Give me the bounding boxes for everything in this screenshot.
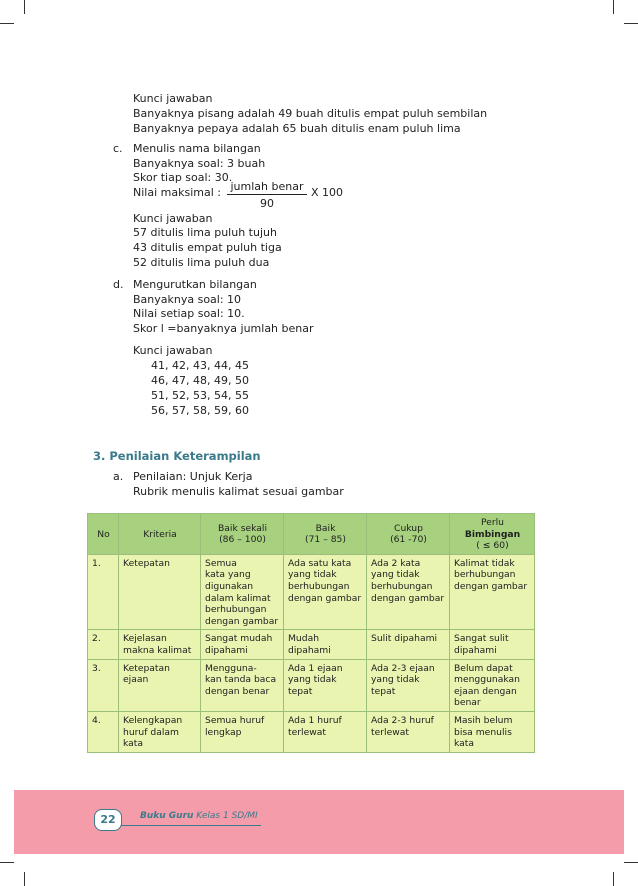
- answer-line: 43 ditulis empat puluh tiga: [133, 241, 282, 254]
- table-cell: [367, 711, 450, 752]
- table-header-cell: [88, 514, 119, 555]
- cell-line: ejaan: [123, 674, 149, 686]
- cell-line: Ketepatan: [123, 557, 170, 569]
- table-cell: [119, 659, 201, 711]
- table-row: [88, 554, 535, 630]
- cell-line: (61 -70): [390, 534, 427, 546]
- cell-line: kata: [454, 738, 475, 750]
- cell-line: Sulit dipahami: [371, 633, 438, 645]
- crop-mark: [613, 872, 614, 886]
- page-number: 22: [94, 809, 122, 831]
- cell-line: dengan gambar: [288, 592, 362, 604]
- cell-line: Perlu: [480, 517, 505, 528]
- table-cell: [88, 711, 119, 752]
- cell-line: ejaan dengan: [454, 685, 517, 697]
- table-cell: [367, 659, 450, 711]
- cell-line: bisa menulis: [454, 726, 512, 738]
- answer-line: 41, 42, 43, 44, 45: [151, 359, 249, 372]
- table-cell: [284, 659, 367, 711]
- cell-line: No: [97, 528, 110, 540]
- section-c-marker: c.: [113, 142, 123, 155]
- table-cell: [119, 554, 201, 630]
- table-cell: [88, 659, 119, 711]
- section-d-title: Mengurutkan bilangan: [133, 278, 257, 291]
- cell-line: dalam kalimat: [205, 592, 271, 604]
- book-title-rest: Kelas 1 SD/MI: [193, 811, 258, 821]
- crop-mark: [0, 862, 14, 863]
- cell-line: berhubungan: [288, 580, 350, 592]
- answer-line: 57 ditulis lima puluh tujuh: [133, 226, 277, 239]
- section-heading: 3. Penilaian Keterampilan: [93, 449, 261, 463]
- table-row: [88, 659, 535, 711]
- table-cell: [450, 659, 535, 711]
- cell-line: Sangat mudah: [205, 633, 273, 645]
- crop-mark: [624, 862, 638, 863]
- cell-line: yang tidak: [371, 674, 420, 686]
- cell-line: tepat: [288, 685, 313, 697]
- cell-line: Mengguna-: [205, 662, 257, 674]
- crop-mark: [613, 0, 614, 14]
- cell-line: Ada 2-3 huruf: [371, 714, 434, 726]
- cell-line: Kriteria: [143, 528, 177, 540]
- table-row: [88, 630, 535, 659]
- table-cell: [284, 711, 367, 752]
- cell-line: lengkap: [205, 726, 242, 738]
- table-cell: [201, 554, 284, 630]
- table-cell: [201, 711, 284, 752]
- section-d-marker: d.: [113, 278, 124, 291]
- cell-line: Semua: [205, 557, 237, 569]
- cell-line: Baik: [315, 522, 336, 534]
- table-cell: [284, 630, 367, 659]
- cell-line: yang tidak: [288, 569, 337, 581]
- cell-line: dengan gambar: [454, 580, 528, 592]
- section-c-soal: Banyaknya soal: 3 buah: [133, 157, 266, 170]
- table-header-cell: [367, 514, 450, 555]
- cell-line: Ada satu kata: [288, 557, 352, 569]
- book-title: [140, 811, 258, 821]
- table-cell: [284, 554, 367, 630]
- cell-line: Baik sekali: [217, 522, 268, 534]
- cell-line: Ada 1 ejaan: [288, 662, 343, 674]
- cell-line: yang tidak: [371, 569, 420, 581]
- crop-mark: [0, 23, 14, 24]
- table-cell: [450, 711, 535, 752]
- section-c-title: Menulis nama bilangan: [133, 142, 261, 155]
- answer-line: 51, 52, 53, 54, 55: [151, 389, 249, 402]
- cell-line: Bimbingan: [464, 528, 521, 540]
- answer-line: 52 ditulis lima puluh dua: [133, 256, 270, 269]
- cell-line: Semua huruf: [205, 714, 265, 726]
- cell-line: Belum dapat: [454, 662, 513, 674]
- cell-line: 3.: [92, 662, 101, 674]
- table-body: [88, 554, 535, 752]
- table-cell: [450, 554, 535, 630]
- cell-line: kata: [123, 738, 144, 750]
- cell-line: dengan gambar: [205, 615, 279, 627]
- cell-line: makna kalimat: [123, 644, 192, 656]
- crop-mark: [624, 23, 638, 24]
- table-cell: [119, 711, 201, 752]
- cell-line: 1.: [92, 557, 101, 569]
- cell-line: menggunakan: [454, 674, 520, 686]
- cell-line: (86 – 100): [219, 534, 266, 546]
- answer-line: Banyaknya pepaya adalah 65 buah ditulis enam puluh lima: [133, 122, 461, 135]
- crop-mark: [24, 0, 25, 14]
- footer-rule: [121, 825, 261, 826]
- cell-line: Sangat sulit: [454, 633, 509, 645]
- section-d-skor: Skor l =banyaknya jumlah benar: [133, 322, 314, 335]
- cell-line: ( ≤ 60): [476, 540, 509, 552]
- table-cell: [367, 554, 450, 630]
- table-cell: [88, 630, 119, 659]
- section-d-soal: Banyaknya soal: 10: [133, 293, 242, 306]
- table-cell: [119, 630, 201, 659]
- table-header-cell: [450, 514, 535, 555]
- table-row: [88, 711, 535, 752]
- fraction-denominator: 90: [260, 197, 274, 210]
- rubric-table: [87, 513, 535, 753]
- cell-line: Kalimat tidak: [454, 557, 515, 569]
- answer-key-label: Kunci jawaban: [133, 92, 213, 105]
- cell-line: Mudah: [288, 633, 320, 645]
- cell-line: terlewat: [288, 726, 326, 738]
- cell-line: Ada 2-3 ejaan: [371, 662, 435, 674]
- cell-line: Cukup: [394, 522, 423, 534]
- cell-line: terlewat: [371, 726, 409, 738]
- table-header-row: [88, 514, 535, 555]
- fraction-bar: [227, 194, 307, 195]
- cell-line: 4.: [92, 714, 101, 726]
- cell-line: kata yang: [205, 569, 251, 581]
- cell-line: Kelengkapan: [123, 714, 183, 726]
- cell-line: dipahami: [454, 644, 497, 656]
- answer-key-label: Kunci jawaban: [133, 344, 213, 357]
- cell-line: berhubungan: [371, 580, 433, 592]
- cell-line: dengan gambar: [371, 592, 445, 604]
- cell-line: Masih belum: [454, 714, 513, 726]
- cell-line: Kejelasan: [123, 633, 167, 645]
- table-header-cell: [201, 514, 284, 555]
- answer-line: 56, 57, 58, 59, 60: [151, 404, 249, 417]
- cell-line: dipahami: [205, 644, 248, 656]
- table-cell: [201, 630, 284, 659]
- cell-line: digunakan: [205, 580, 254, 592]
- cell-line: dipahami: [288, 644, 331, 656]
- crop-mark: [24, 872, 25, 886]
- table-header-cell: [119, 514, 201, 555]
- cell-line: Ketepatan: [123, 662, 170, 674]
- table-cell: [450, 630, 535, 659]
- section-d-nilai: Nilai setiap soal: 10.: [133, 307, 245, 320]
- cell-line: berhubungan: [205, 604, 267, 616]
- cell-line: dengan benar: [205, 685, 270, 697]
- cell-line: yang tidak: [288, 674, 337, 686]
- cell-line: 2.: [92, 633, 101, 645]
- cell-line: benar: [454, 697, 481, 709]
- section-3a-title: Penilaian: Unjuk Kerja: [133, 470, 253, 483]
- table-header-cell: [284, 514, 367, 555]
- answer-line: Banyaknya pisang adalah 49 buah ditulis empat puluh sembilan: [133, 107, 488, 120]
- cell-line: kan tanda baca: [205, 674, 277, 686]
- cell-line: berhubungan: [454, 569, 516, 581]
- fraction-numerator: jumlah benar: [230, 180, 304, 193]
- book-title-bold: Buku Guru: [140, 811, 194, 821]
- section-3a-desc: Rubrik menulis kalimat sesuai gambar: [133, 485, 344, 498]
- fraction-multiplier: X 100: [311, 186, 344, 199]
- answer-line: 46, 47, 48, 49, 50: [151, 374, 249, 387]
- section-c-skor: Skor tiap soal: 30.: [133, 171, 233, 184]
- cell-line: Ada 2 kata: [371, 557, 421, 569]
- answer-key-label: Kunci jawaban: [133, 212, 213, 225]
- table-cell: [201, 659, 284, 711]
- nilai-maksimal-label: Nilai maksimal :: [133, 186, 221, 199]
- cell-line: tepat: [371, 685, 396, 697]
- cell-line: Ada 1 huruf: [288, 714, 342, 726]
- section-3a-marker: a.: [113, 470, 124, 483]
- cell-line: huruf dalam: [123, 726, 179, 738]
- cell-line: (71 – 85): [305, 534, 346, 546]
- table-cell: [367, 630, 450, 659]
- table-cell: [88, 554, 119, 630]
